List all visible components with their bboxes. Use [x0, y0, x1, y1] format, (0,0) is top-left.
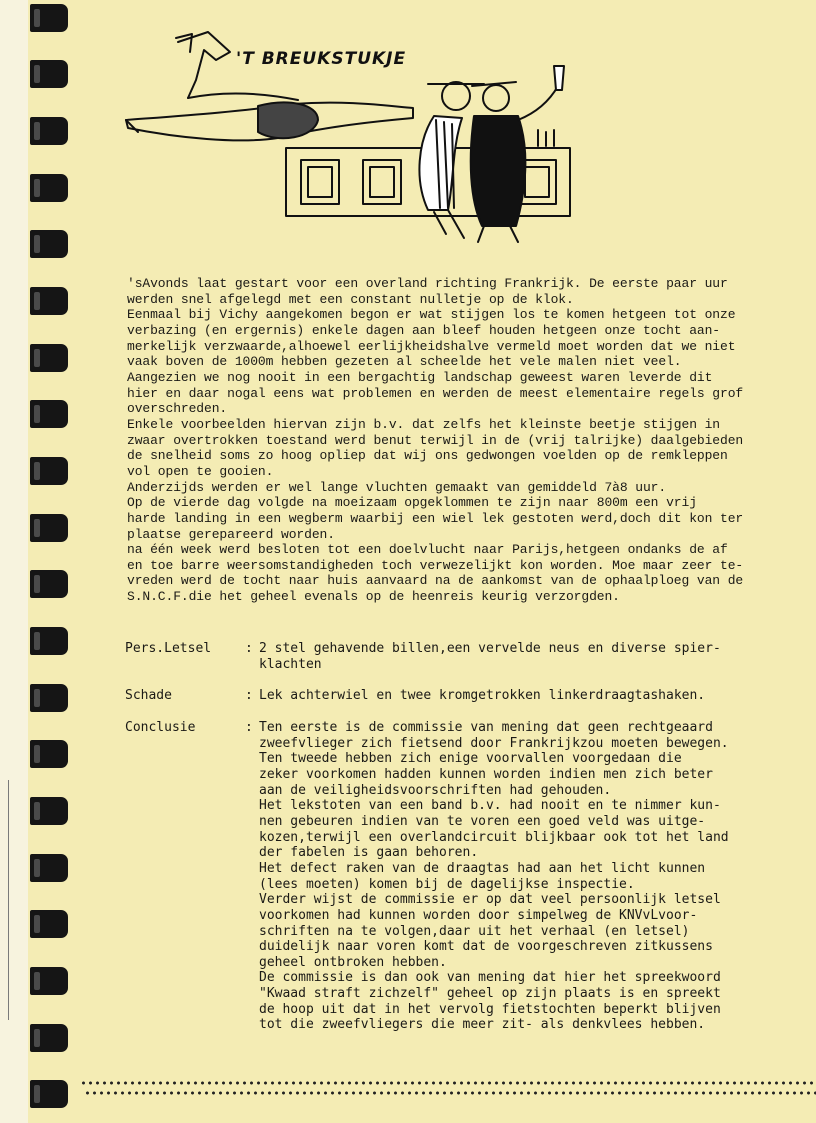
separator: :: [245, 719, 253, 735]
separator: :: [245, 641, 253, 656]
header-title: 'T BREUKSTUKJE: [236, 49, 407, 69]
summary-row-damage: [125, 688, 775, 704]
spiral-binding: [30, 0, 76, 1123]
narrative-paragraph: 'sAvonds laat gestart voor een overland richting Frankrijk. De eerste paar uur werden snel afgelegd met een constant nulletje op de klok. Eenmaal bij Vichy aangekomen begon er wat stijgen los te komen hetgeen tot onze verbazing (en ergernis) enkele dagen aan bleef houden hetgeen onze tocht aan- merkelijk verzwaarde,alhoewel eerlijkheidshalve vermeld moet worden dat we niet vaak boven de 1000m hebben gezeten al scheelde het vele malen niet veel. Aangezien we nog nooit in een bergachtig landschap geweest waren leverde dit hier en daar nogal eens wat problemen en werden de meest elementaire regels grof overschreden. Enkele voorbeelden hiervan zijn b.v. dat zelfs het kleinste beetje stijgen in zwaar overtrokken toestand werd benut terwijl in de (vrij talrijke) daalgebieden de snelheid soms zo hoog opliep dat wij ons gedwongen voelden op de remkleppen vol open te gooien. Anderzijds werden er wel lange vluchten gemaakt van gemiddeld 7à8 uur. Op de vierde dag volgde na moeizaam opgeklommen te zijn naar 800m een vrij harde landing in een wegberm waarbij een wiel lek gestoten werd,doch dit kon ter plaatse gerepareerd worden. na één week werd besloten tot een doelvlucht naar Parijs,hetgeen ondanks de af en toe barre weersomstandigheden toch verwezelijkt kon worden. Moe maar zeer te- vreden werd de tocht naar huis aanvaard na de aankomst van de ophaalploeg van de S.N.C.F.die het geheel evenals op de heenreis keurig verzorgden.: [127, 276, 744, 605]
conclusion-label: Conclusie: [125, 719, 196, 735]
summary-row-injury: [125, 641, 775, 672]
page-edge: [0, 0, 28, 1123]
edge-line: [8, 780, 9, 1020]
summary-row-conclusion: [125, 720, 775, 1033]
conclusion-value: Ten eerste is de commissie van mening dat geen rechtgeaard zweefvlieger zich fietsend door Frankrijkzou moeten bewegen. Ten tweede hebben zich enige voorvallen voorgedaan die zeker voorkomen hadden kunnen worden indien men zich beter aan de veiligheidsvoorschriften had gehouden. Het lekstoten van een band b.v. had nooit en te nimmer kun- nen gebeuren indien van te voren een goed veld was uitge- kozen,terwijl een overlandcircuit blijkbaar ook tot het land der fabelen is gaan behoren. Het defect raken van de draagtas had aan het licht kunnen (lees moeten) komen bij de dagelijkse inspectie. Verder wijst de commissie er op dat veel persoonlijk letsel voorkomen had kunnen worden door simpelweg de KNVvLvoor- schriften na te volgen,daar uit het verhaal (en letsel) duidelijk naar voren komt dat de voorgeschreven zitkussens geheel ontbroken hebben. De commissie is dan ook van mening dat hier het spreekwoord "Kwaad straft zichzelf" geheel op zijn plaats is en spreekt de hoop uit dat in het vervolg fietstochten beperkt blijven tot die zweefvliegers die meer zit- als denkvlees hebben.: [259, 719, 729, 1033]
header-cartoon: [118, 20, 588, 245]
injury-label: Pers.Letsel: [125, 641, 212, 656]
incident-summary: [125, 641, 775, 1049]
star-divider: [84, 1091, 816, 1095]
star-divider: [80, 1081, 816, 1085]
damage-label: Schade: [125, 688, 172, 704]
separator: :: [245, 688, 253, 704]
injury-value: 2 stel gehavende billen,een vervelde neus en diverse spier- klachten: [259, 641, 721, 672]
damage-value: Lek achterwiel en twee kromgetrokken linkerdraagtashaken.: [259, 688, 706, 704]
